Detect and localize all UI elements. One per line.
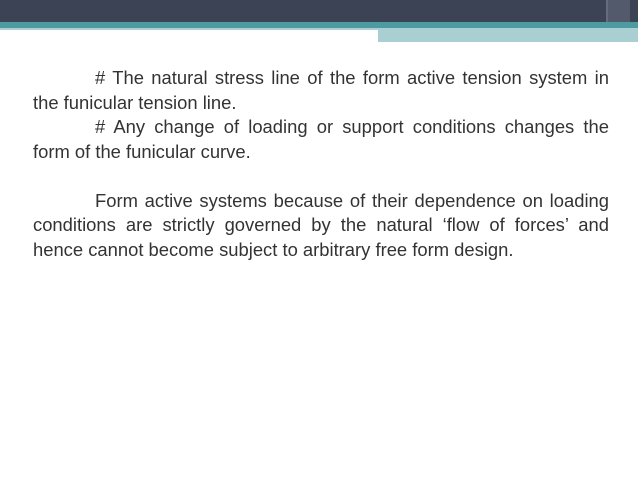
header-band (0, 0, 638, 22)
slide-body-text (33, 66, 609, 262)
teal-accent-block (378, 28, 638, 42)
teal-thin-line (0, 28, 378, 30)
paragraph-form-active-systems: Form active systems because of their dependence on loading conditions are strictly governed by the natural ‘flow of forces’ and hence cannot become subject to arbitrary free form design. (33, 189, 609, 260)
paragraph-loading-change: # Any change of loading or support conditions changes the form of the funicular curve. (33, 116, 609, 162)
header-end-cap (606, 0, 630, 22)
paragraph-stress-line: # The natural stress line of the form active tension system in the funicular tension line. (33, 67, 609, 113)
